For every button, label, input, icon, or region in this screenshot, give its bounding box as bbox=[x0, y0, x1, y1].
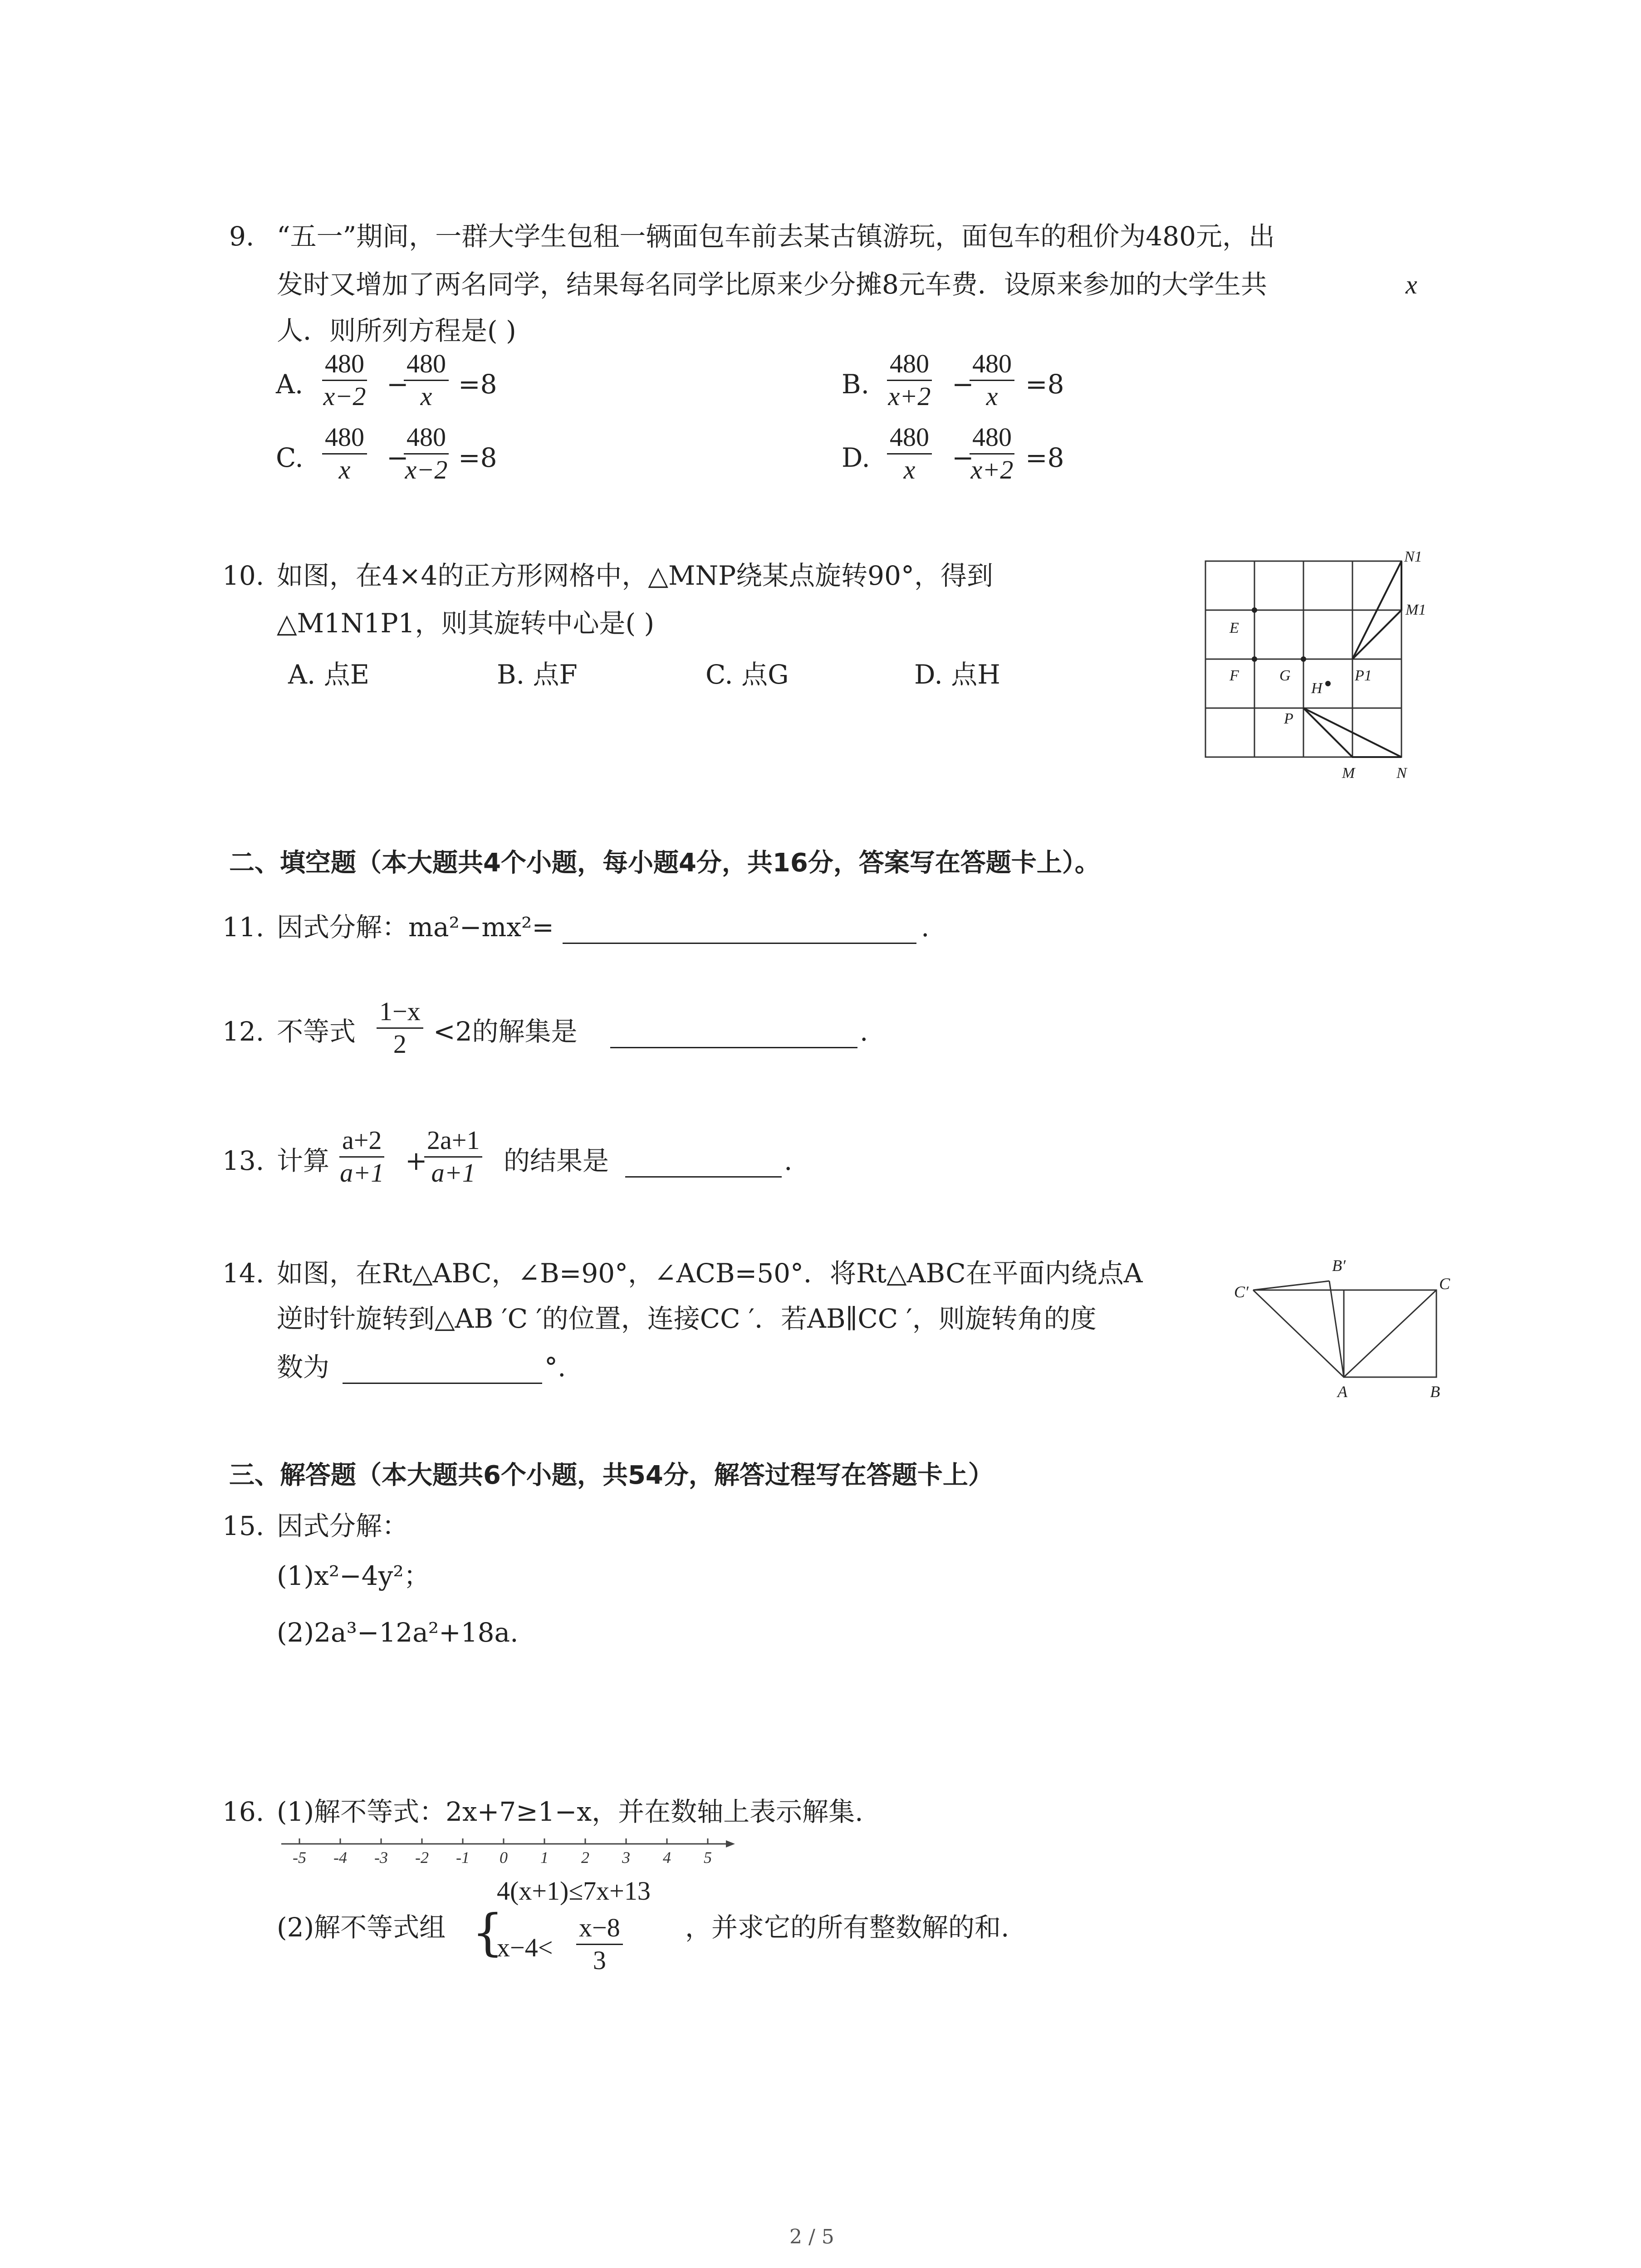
q13-plus: + bbox=[405, 1145, 427, 1176]
option-label: D. bbox=[842, 442, 870, 473]
axis-tick-label: 0 bbox=[500, 1848, 508, 1867]
q12-suffix: <2的解集是 bbox=[433, 1016, 578, 1047]
q10-grid-figure bbox=[1198, 549, 1434, 785]
label-f: F bbox=[1230, 667, 1239, 684]
q13-number: 13. bbox=[222, 1145, 265, 1176]
equation-rhs: =8 bbox=[1025, 369, 1064, 400]
label-g: G bbox=[1279, 667, 1291, 684]
q10-option-a[interactable]: A. 点E bbox=[288, 659, 370, 690]
fraction: $\frac{480}{x}$ bbox=[887, 424, 932, 484]
q16-part-2-suffix: ，并求它的所有整数解的和. bbox=[685, 1912, 1009, 1943]
label-h: H bbox=[1311, 680, 1323, 697]
q15-number: 15. bbox=[222, 1510, 265, 1541]
axis-tick-label: 3 bbox=[622, 1848, 630, 1867]
q14-text-line1: 如图，在Rt△ABC，∠B=90°，∠ACB=50°．将Rt△ABC在平面内绕点A bbox=[277, 1258, 1143, 1289]
fraction: $\frac{480}{x}$ bbox=[404, 350, 449, 411]
q14-text-line2: 逆时针旋转到△AB ′C ′的位置，连接CC ′．若AB∥CC ′，则旋转角的度 bbox=[277, 1303, 1097, 1334]
fraction: $\frac{480}{x}$ bbox=[970, 350, 1014, 411]
axis-tick-label: 5 bbox=[704, 1848, 712, 1867]
q9-variable-x: x bbox=[1406, 270, 1417, 299]
section-3-heading: 三、解答题（本大题共6个小题，共54分，解答过程写在答题卡上） bbox=[229, 1461, 994, 1490]
label-n: N bbox=[1396, 765, 1407, 782]
q16-system-fraction: $\frac{x-8}{3}$ bbox=[576, 1914, 623, 1975]
q13-answer-blank[interactable] bbox=[625, 1176, 782, 1178]
q10-text-line2: △M1N1P1，则其旋转中心是( ) bbox=[277, 608, 655, 639]
minus-sign: − bbox=[952, 369, 974, 400]
q11-text: 因式分解：ma²−mx²= bbox=[277, 912, 554, 943]
q15-part-2: (2)2a³−12a²+18a. bbox=[277, 1617, 519, 1648]
label-m: M bbox=[1342, 765, 1355, 782]
q14-number: 14. bbox=[222, 1258, 265, 1289]
label-n1: N1 bbox=[1404, 549, 1422, 565]
q9-number: 9. bbox=[229, 221, 255, 252]
q11-period: . bbox=[921, 912, 930, 943]
equation-rhs: =8 bbox=[458, 442, 497, 473]
q14-degree-suffix: °. bbox=[544, 1352, 566, 1383]
q16-part-2-prefix: (2)解不等式组 bbox=[277, 1912, 446, 1943]
q13-period: . bbox=[784, 1145, 793, 1176]
option-label: C. bbox=[276, 442, 304, 473]
q12-fraction: $\frac{1-x}{2}$ bbox=[377, 998, 423, 1058]
system-brace: { bbox=[472, 1903, 504, 1961]
q15-title: 因式分解： bbox=[277, 1510, 409, 1541]
label-p1: P1 bbox=[1355, 667, 1372, 684]
q12-period: . bbox=[860, 1016, 868, 1047]
q10-number: 10. bbox=[222, 560, 265, 591]
minus-sign: − bbox=[952, 442, 974, 473]
axis-tick-label: -1 bbox=[456, 1848, 470, 1867]
q11-answer-blank[interactable] bbox=[563, 943, 916, 944]
fraction: $\frac{480}{x+2}$ bbox=[887, 350, 932, 411]
option-label: A. bbox=[276, 369, 304, 400]
axis-tick-label: 4 bbox=[663, 1848, 671, 1867]
q12-number: 12. bbox=[222, 1016, 265, 1047]
fraction: $\frac{480}{x-2}$ bbox=[322, 350, 367, 411]
label-a: A bbox=[1337, 1383, 1347, 1397]
equation-rhs: =8 bbox=[1025, 442, 1064, 473]
q14-rotation-figure bbox=[1234, 1243, 1452, 1397]
axis-tick-label: -4 bbox=[333, 1848, 347, 1867]
label-c: C bbox=[1439, 1275, 1450, 1293]
q13-suffix: 的结果是 bbox=[504, 1145, 609, 1176]
axis-tick-label: -5 bbox=[293, 1848, 306, 1867]
q13-fraction-1: $\frac{a+2}{a+1}$ bbox=[340, 1125, 384, 1188]
equation-rhs: =8 bbox=[458, 369, 497, 400]
axis-tick-label: -2 bbox=[415, 1848, 429, 1867]
label-b-prime: B′ bbox=[1332, 1256, 1346, 1275]
q11-number: 11. bbox=[222, 912, 265, 943]
q12-prefix: 不等式 bbox=[277, 1016, 356, 1047]
axis-tick-label: 1 bbox=[540, 1848, 549, 1867]
label-b: B bbox=[1430, 1383, 1440, 1397]
q13-prefix: 计算 bbox=[277, 1145, 330, 1176]
label-e: E bbox=[1230, 620, 1239, 636]
q16-system-line-2-prefix: x−4< bbox=[497, 1933, 553, 1962]
q14-text-line3: 数为 bbox=[277, 1352, 330, 1383]
q13-fraction-2: $\frac{2a+1}{a+1}$ bbox=[424, 1127, 482, 1187]
label-p: P bbox=[1284, 710, 1293, 727]
q16-number: 16. bbox=[222, 1796, 265, 1827]
option-label: B. bbox=[842, 369, 870, 400]
fraction: $\frac{480}{x+2}$ bbox=[970, 424, 1014, 484]
q16-number-line[interactable] bbox=[277, 1835, 740, 1876]
minus-sign: − bbox=[387, 369, 409, 400]
q16-system-line-1: 4(x+1)≤7x+13 bbox=[497, 1876, 651, 1906]
fraction: $\frac{480}{x-2}$ bbox=[404, 424, 449, 484]
section-2-heading: 二、填空题（本大题共4个小题，每小题4分，共16分，答案写在答题卡上）。 bbox=[229, 848, 1100, 878]
q10-option-c[interactable]: C. 点G bbox=[705, 659, 789, 690]
q10-text-line1: 如图，在4×4的正方形网格中，△MNP绕某点旋转90°，得到 bbox=[277, 560, 993, 591]
q9-text-line1: “五一”期间，一群大学生包租一辆面包车前去某古镇游玩，面包车的租价为480元，出 bbox=[277, 221, 1275, 252]
q14-answer-blank[interactable] bbox=[343, 1383, 542, 1384]
minus-sign: − bbox=[387, 442, 409, 473]
q10-option-d[interactable]: D. 点H bbox=[914, 659, 1000, 690]
axis-tick-label: 2 bbox=[581, 1848, 589, 1867]
axis-tick-label: -3 bbox=[374, 1848, 388, 1867]
q12-answer-blank[interactable] bbox=[610, 1047, 857, 1048]
q9-text-line3: 人．则所列方程是( ) bbox=[277, 315, 516, 346]
label-m1: M1 bbox=[1406, 601, 1426, 618]
q15-part-1: (1)x²−4y²； bbox=[277, 1560, 430, 1591]
page-number: 2 / 5 bbox=[789, 2225, 834, 2248]
label-c-prime: C′ bbox=[1234, 1283, 1249, 1301]
fraction: $\frac{480}{x}$ bbox=[322, 424, 367, 484]
q9-text-line2: 发时又增加了两名同学，结果每名同学比原来少分摊8元车费．设原来参加的大学生共 bbox=[277, 269, 1267, 300]
q10-option-b[interactable]: B. 点F bbox=[497, 659, 578, 690]
q16-part-1: (1)解不等式：2x+7≥1−x，并在数轴上表示解集. bbox=[277, 1796, 863, 1827]
